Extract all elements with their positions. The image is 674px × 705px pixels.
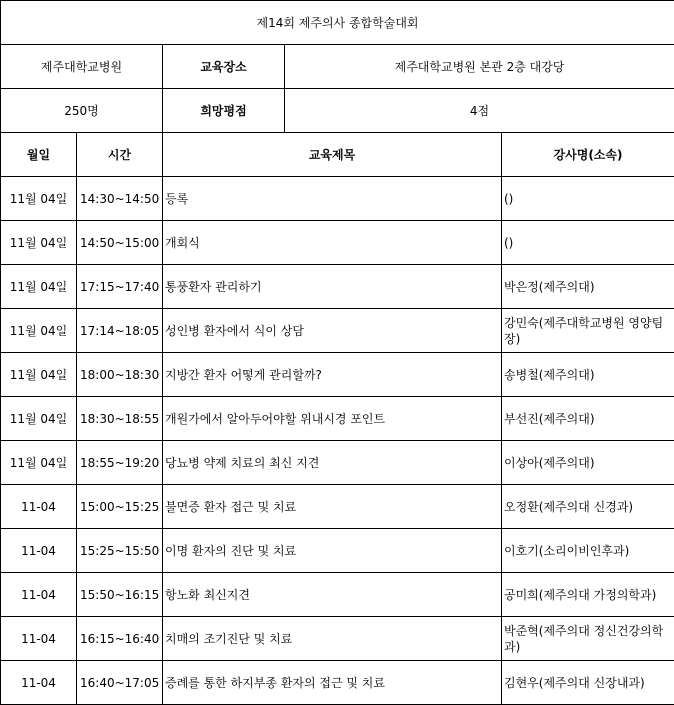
score-label: 희망평점	[163, 89, 285, 133]
row-date: 11월 04일	[1, 309, 77, 353]
row-time: 16:40~17:05	[77, 661, 163, 705]
row-title: 당뇨병 약제 치료의 최신 지견	[163, 441, 502, 485]
row-time: 15:25~15:50	[77, 529, 163, 573]
row-time: 18:55~19:20	[77, 441, 163, 485]
table-row	[1, 529, 674, 573]
row-title: 개회식	[163, 221, 502, 265]
row-time: 15:00~15:25	[77, 485, 163, 529]
row-title: 증례를 통한 하지부종 환자의 접근 및 치료	[163, 661, 502, 705]
capacity: 250명	[1, 89, 163, 133]
row-lecturer: 박은정(제주의대)	[502, 265, 674, 309]
row-title: 치매의 조기진단 및 치료	[163, 617, 502, 661]
table-row	[1, 573, 674, 617]
event-title: 제14회 제주의사 종합학술대회	[1, 1, 674, 45]
host-name: 제주대학교병원	[1, 45, 163, 89]
header-date: 월일	[1, 133, 77, 177]
venue-value: 제주대학교병원 본관 2층 대강당	[285, 45, 674, 89]
row-title: 성인병 환자에서 식이 상담	[163, 309, 502, 353]
row-lecturer: 공미희(제주의대 가정의학과)	[502, 573, 674, 617]
row-date: 11월 04일	[1, 265, 77, 309]
table-row	[1, 265, 674, 309]
row-date: 11월 04일	[1, 177, 77, 221]
row-time: 18:30~18:55	[77, 397, 163, 441]
row-date: 11-04	[1, 661, 77, 705]
row-lecturer: 부선진(제주의대)	[502, 397, 674, 441]
row-time: 17:14~18:05	[77, 309, 163, 353]
row-date: 11-04	[1, 529, 77, 573]
row-title: 이명 환자의 진단 및 치료	[163, 529, 502, 573]
row-title: 등록	[163, 177, 502, 221]
row-time: 16:15~16:40	[77, 617, 163, 661]
row-date: 11월 04일	[1, 397, 77, 441]
table-row	[1, 177, 674, 221]
row-date: 11월 04일	[1, 221, 77, 265]
row-date: 11월 04일	[1, 353, 77, 397]
score-value: 4점	[285, 89, 674, 133]
row-time: 15:50~16:15	[77, 573, 163, 617]
row-time: 17:15~17:40	[77, 265, 163, 309]
row-date: 11-04	[1, 485, 77, 529]
row-lecturer: 강민숙(제주대학교병원 영양팀장)	[502, 309, 674, 353]
row-time: 14:50~15:00	[77, 221, 163, 265]
table-row	[1, 485, 674, 529]
table-row	[1, 309, 674, 353]
header-time: 시간	[77, 133, 163, 177]
row-title: 통풍환자 관리하기	[163, 265, 502, 309]
table-row	[1, 617, 674, 661]
table-row	[1, 661, 674, 705]
header-lecturer: 강사명(소속)	[502, 133, 674, 177]
row-lecturer: 이상아(제주의대)	[502, 441, 674, 485]
row-title: 지방간 환자 어떻게 관리할까?	[163, 353, 502, 397]
row-time: 14:30~14:50	[77, 177, 163, 221]
row-date: 11-04	[1, 617, 77, 661]
row-title: 개원가에서 알아두어야할 위내시경 포인트	[163, 397, 502, 441]
table-row	[1, 353, 674, 397]
row-lecturer: 박준혁(제주의대 정신건강의학과)	[502, 617, 674, 661]
row-date: 11월 04일	[1, 441, 77, 485]
table-row	[1, 221, 674, 265]
row-lecturer: 이호기(소리이비인후과)	[502, 529, 674, 573]
row-lecturer: 오정환(제주의대 신경과)	[502, 485, 674, 529]
row-date: 11-04	[1, 573, 77, 617]
row-lecturer: 송병철(제주의대)	[502, 353, 674, 397]
row-lecturer: ()	[502, 221, 674, 265]
header-title: 교육제목	[163, 133, 502, 177]
row-time: 18:00~18:30	[77, 353, 163, 397]
row-title: 불면증 환자 접근 및 치료	[163, 485, 502, 529]
venue-label: 교육장소	[163, 45, 285, 89]
table-row	[1, 441, 674, 485]
table-row	[1, 397, 674, 441]
row-title: 항노화 최신지견	[163, 573, 502, 617]
row-lecturer: ()	[502, 177, 674, 221]
row-lecturer: 김현우(제주의대 신장내과)	[502, 661, 674, 705]
